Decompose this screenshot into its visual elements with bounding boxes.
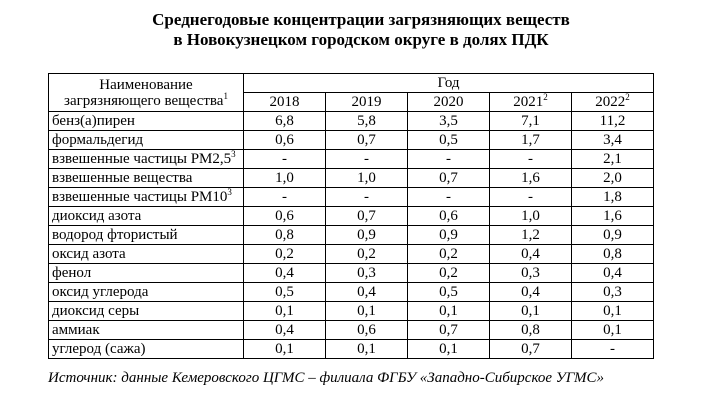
pollutant-name-cell	[49, 245, 244, 264]
concentration-value: 0,3	[326, 264, 408, 283]
year-label: 2022	[595, 93, 626, 110]
concentration-value: 0,8	[572, 245, 654, 264]
pollutant-name-header-footnote: 1	[223, 90, 228, 101]
concentration-value: 0,7	[326, 207, 408, 226]
concentration-value: 0,3	[490, 264, 572, 283]
concentration-value: 0,5	[408, 283, 490, 302]
concentration-value: 0,2	[408, 264, 490, 283]
concentration-value: -	[244, 150, 326, 169]
header-row-1	[49, 74, 654, 93]
pollutant-name: бенз(а)пирен	[52, 112, 135, 129]
source-note: Источник: данные Кемеровского ЦГМС – филиала ФГБУ «Западно-Сибирское УГМС»	[48, 370, 605, 386]
pollutant-concentration-table	[48, 73, 654, 359]
concentration-value: 0,8	[244, 226, 326, 245]
table-row	[49, 226, 654, 245]
concentration-value: 1,2	[490, 226, 572, 245]
year-header-2019	[326, 93, 408, 112]
concentration-value: 0,9	[326, 226, 408, 245]
pollutant-name: диоксид серы	[52, 302, 140, 319]
pollutant-name-header-line-2: загрязняющего вещества	[64, 92, 224, 109]
document-title	[0, 10, 722, 50]
year-label: 2018	[269, 93, 300, 110]
concentration-value: 1,0	[244, 169, 326, 188]
pollutant-name: оксид азота	[52, 245, 126, 262]
concentration-value: 0,7	[490, 340, 572, 359]
concentration-value: 0,2	[244, 245, 326, 264]
concentration-value: 1,7	[490, 131, 572, 150]
concentration-value: 0,2	[408, 245, 490, 264]
concentration-value: -	[408, 150, 490, 169]
year-footnote: 2	[543, 92, 548, 102]
pollutant-name: углерод (сажа)	[52, 340, 146, 357]
concentration-value: 0,4	[490, 283, 572, 302]
pollutant-name-header-line-1: Наименование	[99, 76, 193, 93]
pollutant-footnote: 3	[227, 187, 232, 197]
concentration-value: 0,6	[326, 321, 408, 340]
concentration-value: -	[326, 188, 408, 207]
pollutant-name-header	[49, 74, 244, 112]
concentration-value: 0,1	[326, 302, 408, 321]
concentration-value: 3,5	[408, 112, 490, 131]
pollutant-name: формальдегид	[52, 131, 144, 148]
year-group-header: Год	[244, 74, 654, 93]
concentration-value: 0,1	[244, 302, 326, 321]
concentration-value: 0,5	[408, 131, 490, 150]
year-header-2018	[244, 93, 326, 112]
concentration-value: 6,8	[244, 112, 326, 131]
pollutant-name: аммиак	[52, 321, 100, 338]
concentration-value: -	[326, 150, 408, 169]
concentration-value: 0,2	[326, 245, 408, 264]
concentration-value: 0,7	[408, 321, 490, 340]
concentration-value: 1,6	[572, 207, 654, 226]
concentration-value: 1,6	[490, 169, 572, 188]
table-body	[49, 112, 654, 359]
year-header-2020	[408, 93, 490, 112]
concentration-value: -	[572, 340, 654, 359]
year-label: 2021	[513, 93, 544, 110]
pollutant-name-cell	[49, 283, 244, 302]
year-header-2021	[490, 93, 572, 112]
concentration-value: 0,1	[490, 302, 572, 321]
pollutant-name-cell	[49, 302, 244, 321]
concentration-value: 0,3	[572, 283, 654, 302]
concentration-value: -	[490, 188, 572, 207]
table-row	[49, 340, 654, 359]
concentration-value: 0,1	[326, 340, 408, 359]
pollutant-name-cell	[49, 131, 244, 150]
pollutant-name-cell	[49, 226, 244, 245]
pollutant-name-cell	[49, 169, 244, 188]
concentration-value: 7,1	[490, 112, 572, 131]
concentration-value: 0,4	[326, 283, 408, 302]
concentration-value: 0,7	[326, 131, 408, 150]
pollutant-name: взвешенные частицы РМ2,5	[52, 150, 232, 167]
concentration-value: 1,0	[326, 169, 408, 188]
table-row	[49, 264, 654, 283]
concentration-value: 0,7	[408, 169, 490, 188]
concentration-value: -	[244, 188, 326, 207]
title-line-1: Среднегодовые концентрации загрязняющих веществ	[152, 10, 570, 29]
pollutant-footnote: 3	[231, 149, 236, 159]
table-row	[49, 131, 654, 150]
table-row	[49, 188, 654, 207]
concentration-value: 5,8	[326, 112, 408, 131]
year-label: 2020	[433, 93, 464, 110]
pollutant-name: диоксид азота	[52, 207, 142, 224]
table-row	[49, 283, 654, 302]
pollutant-name: взвешенные вещества	[52, 169, 193, 186]
concentration-value: 0,1	[244, 340, 326, 359]
year-footnote: 2	[625, 92, 630, 102]
concentration-value: -	[408, 188, 490, 207]
pollutant-name-cell	[49, 321, 244, 340]
concentration-value: 0,6	[408, 207, 490, 226]
concentration-value: 0,4	[490, 245, 572, 264]
concentration-value: 0,1	[408, 302, 490, 321]
concentration-value: 0,1	[572, 302, 654, 321]
concentration-value: 0,9	[572, 226, 654, 245]
pollutant-name: водород фтористый	[52, 226, 178, 243]
pollutant-name-cell	[49, 264, 244, 283]
pollutant-name-cell	[49, 340, 244, 359]
table-row	[49, 245, 654, 264]
pollutant-name: фенол	[52, 264, 92, 281]
table-row	[49, 112, 654, 131]
concentration-value: 0,1	[408, 340, 490, 359]
concentration-value: 0,4	[572, 264, 654, 283]
concentration-value: 0,4	[244, 264, 326, 283]
pollutant-name-cell	[49, 188, 244, 207]
concentration-value: 0,4	[244, 321, 326, 340]
pollutant-name-cell	[49, 112, 244, 131]
table-row	[49, 302, 654, 321]
table-row	[49, 169, 654, 188]
concentration-value: 2,0	[572, 169, 654, 188]
concentration-value: 1,8	[572, 188, 654, 207]
concentration-value: -	[490, 150, 572, 169]
concentration-value: 0,5	[244, 283, 326, 302]
pollutant-name-cell	[49, 150, 244, 169]
concentration-value: 0,1	[572, 321, 654, 340]
concentration-value: 0,9	[408, 226, 490, 245]
concentration-value: 0,6	[244, 207, 326, 226]
pollutant-name: взвешенные частицы РМ10	[52, 188, 228, 205]
table-row	[49, 321, 654, 340]
concentration-value: 0,8	[490, 321, 572, 340]
pollutant-name-cell	[49, 207, 244, 226]
title-line-2: в Новокузнецком городском округе в долях ПДК	[173, 30, 549, 49]
concentration-value: 11,2	[572, 112, 654, 131]
year-header-2022	[572, 93, 654, 112]
table-row	[49, 150, 654, 169]
concentration-value: 3,4	[572, 131, 654, 150]
year-label: 2019	[351, 93, 382, 110]
table-row	[49, 207, 654, 226]
concentration-value: 2,1	[572, 150, 654, 169]
concentration-value: 1,0	[490, 207, 572, 226]
concentration-value: 0,6	[244, 131, 326, 150]
pollutant-name: оксид углерода	[52, 283, 149, 300]
